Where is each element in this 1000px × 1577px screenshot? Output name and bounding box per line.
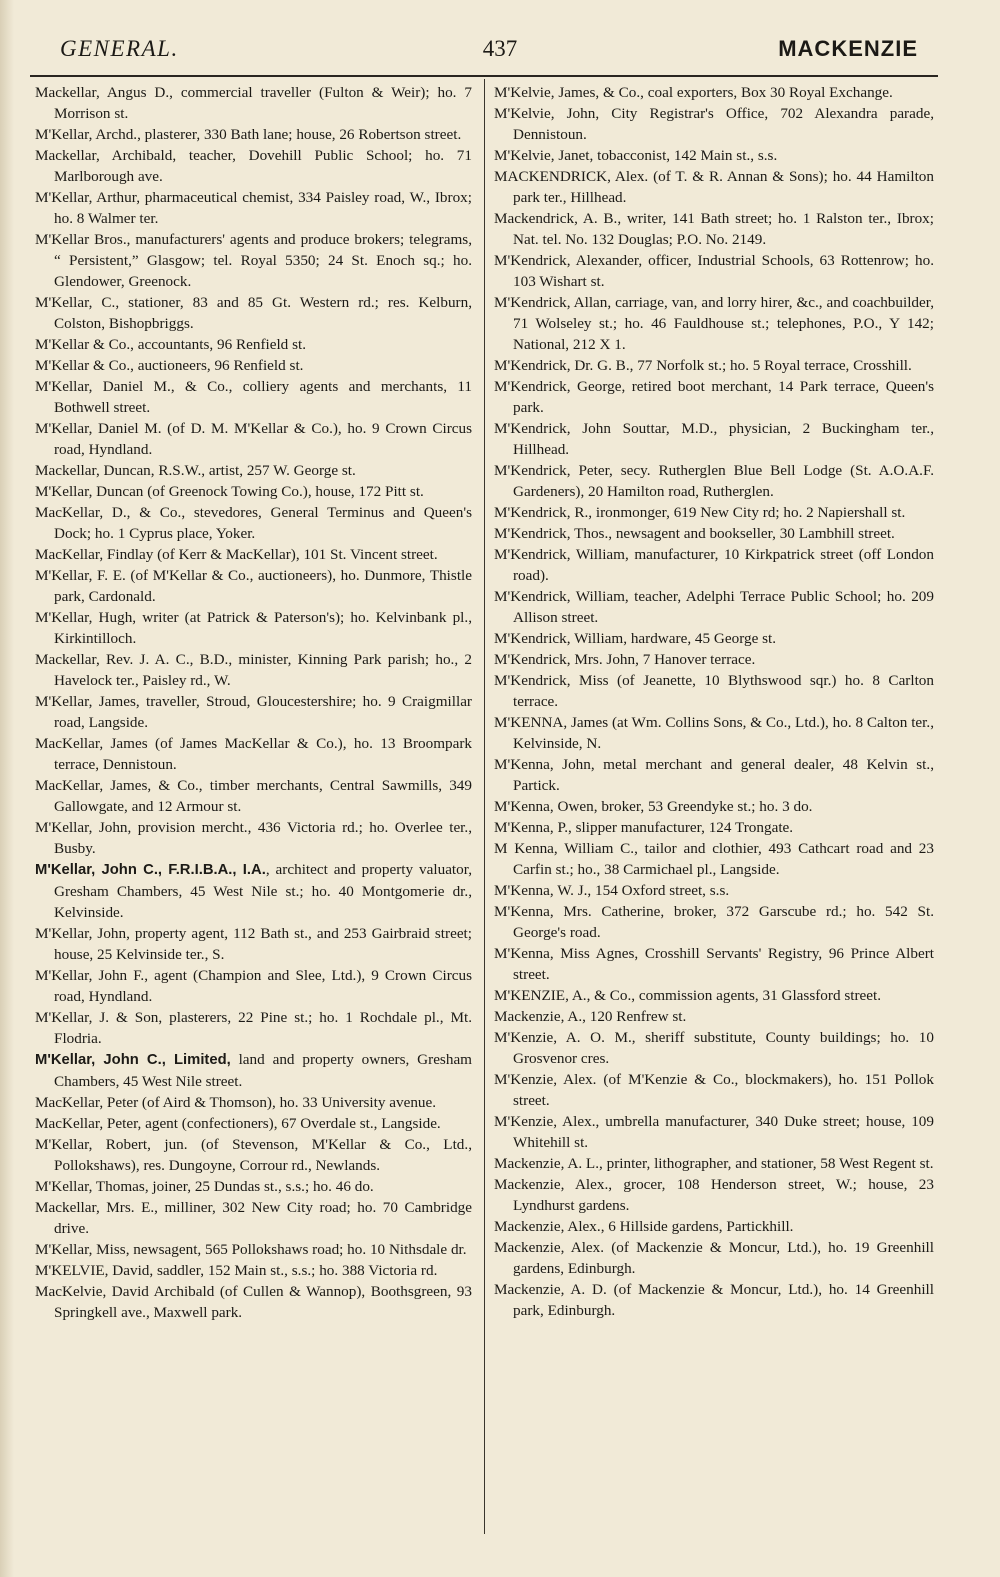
- entry-text: M'Kelvie, Janet, tobacconist, 142 Main st., s.s.: [494, 147, 778, 164]
- directory-entry: [494, 523, 934, 544]
- directory-entry: [35, 1239, 472, 1260]
- entry-text: M'Kendrick, Dr. G. B., 77 Norfolk st.; ho. 5 Royal terrace, Crosshill.: [494, 357, 912, 374]
- entry-text: MacKellar, D., & Co., stevedores, General Terminus and Queen's Dock; ho. 1 Cyprus place, Yoker.: [35, 504, 472, 542]
- entry-text: M'Kenna, Owen, broker, 53 Greendyke st.; ho. 3 do.: [494, 798, 813, 815]
- entry-text: MacKellar, Peter (of Aird & Thomson), ho. 33 University avenue.: [35, 1094, 437, 1111]
- directory-entry: [35, 544, 472, 565]
- directory-entry: [35, 691, 472, 733]
- directory-entry: [35, 1176, 472, 1197]
- column-divider: [484, 79, 485, 1534]
- directory-entry: [35, 334, 472, 355]
- directory-entry: [494, 712, 934, 754]
- directory-entry: [35, 607, 472, 649]
- directory-entry: [494, 880, 934, 901]
- entry-text: M'Kendrick, Miss (of Jeanette, 10 Blythswood sqr.) ho. 8 Carlton terrace.: [494, 672, 934, 710]
- directory-entry: [35, 1113, 472, 1134]
- entry-text: MacKelvie, David Archibald (of Cullen & Wannop), Boothsgreen, 93 Springkell ave., Maxwell park.: [35, 1283, 472, 1321]
- entry-text: M'Kenna, P., slipper manufacturer, 124 Trongate.: [494, 819, 794, 836]
- entry-bold-name: M'Kellar, John C., Limited,: [35, 1052, 231, 1068]
- directory-entry: [35, 859, 472, 923]
- directory-entry: [494, 670, 934, 712]
- directory-entry: [494, 418, 934, 460]
- entry-text: M'Kendrick, Mrs. John, 7 Hanover terrace.: [494, 651, 756, 668]
- directory-entry: [494, 901, 934, 943]
- entry-text: M'Kellar, Robert, jun. (of Stevenson, M'Kellar & Co., Ltd., Pollokshaws), res. Dungoyne, Corrour rd., Newlands.: [35, 1136, 472, 1174]
- directory-entry: [494, 250, 934, 292]
- entry-text: M'Kenna, Miss Agnes, Crosshill Servants' Registry, 96 Prince Albert street.: [494, 945, 934, 983]
- directory-entry: [494, 649, 934, 670]
- left-column: [35, 82, 472, 1323]
- entry-text: Mackellar, Duncan, R.S.W., artist, 257 W. George st.: [35, 462, 356, 479]
- running-head: MACKENZIE: [778, 36, 918, 61]
- entry-text: M'Kellar, Hugh, writer (at Patrick & Paterson's); ho. Kelvinbank pl., Kirkintilloch.: [35, 609, 472, 647]
- entry-text: M'KELVIE, David, saddler, 152 Main st., s.s.; ho. 388 Victoria rd.: [35, 1262, 438, 1279]
- entry-text: land and property owners, Gresham Chambers, 45 West Nile street.: [54, 1051, 472, 1090]
- page-binding-shadow: [0, 0, 14, 1577]
- directory-entry: [494, 1237, 934, 1279]
- entry-text: M'Kelvie, James, & Co., coal exporters, Box 30 Royal Exchange.: [494, 84, 893, 101]
- directory-entry: [494, 544, 934, 586]
- directory-entry: [35, 460, 472, 481]
- entry-text: MacKellar, James, & Co., timber merchants, Central Sawmills, 349 Gallowgate, and 12 Armour st.: [35, 777, 472, 815]
- entry-text: Mackendrick, A. B., writer, 141 Bath street; ho. 1 Ralston ter., Ibrox; Nat. tel. No. 132 Douglas; P.O. No. 2149.: [494, 210, 934, 248]
- entry-text: M'Kellar, Miss, newsagent, 565 Pollokshaws road; ho. 10 Nithsdale dr.: [35, 1241, 467, 1258]
- directory-entry: [494, 82, 934, 103]
- entry-text: M'Kellar, Daniel M. (of D. M. M'Kellar & Co.), ho. 9 Crown Circus road, Hyndland.: [35, 420, 472, 458]
- directory-entry: [494, 103, 934, 145]
- entry-text: M'Kenna, Mrs. Catherine, broker, 372 Garscube rd.; ho. 542 St. George's road.: [494, 903, 934, 941]
- entry-text: Mackenzie, Alex., grocer, 108 Henderson street, W.; house, 23 Lyndhurst gardens.: [494, 1176, 934, 1214]
- directory-entry: [494, 628, 934, 649]
- directory-entry: [35, 733, 472, 775]
- page-header: [60, 36, 918, 70]
- entry-text: M'Kellar & Co., auctioneers, 96 Renfield st.: [35, 357, 304, 374]
- entry-text: M'Kellar, John F., agent (Champion and Slee, Ltd.), 9 Crown Circus road, Hyndland.: [35, 967, 472, 1005]
- directory-entry: [494, 754, 934, 796]
- directory-entry: [494, 502, 934, 523]
- entry-text: M'Kendrick, Thos., newsagent and bookseller, 30 Lambhill street.: [494, 525, 895, 542]
- directory-entry: [494, 145, 934, 166]
- directory-entry: [35, 187, 472, 229]
- entry-text: MacKellar, Findlay (of Kerr & MacKellar), 101 St. Vincent street.: [35, 546, 438, 563]
- entry-text: M'Kenna, W. J., 154 Oxford street, s.s.: [494, 882, 730, 899]
- directory-entry: [494, 985, 934, 1006]
- entry-text: MACKENDRICK, Alex. (of T. & R. Annan & Sons); ho. 44 Hamilton park ter., Hillhead.: [494, 168, 934, 206]
- entry-text: M'KENNA, James (at Wm. Collins Sons, & Co., Ltd.), ho. 8 Calton ter., Kelvinside, N.: [494, 714, 934, 752]
- directory-entry: [35, 1134, 472, 1176]
- directory-entry: [494, 208, 934, 250]
- entry-text: M'Kendrick, R., ironmonger, 619 New City rd; ho. 2 Napiershall st.: [494, 504, 906, 521]
- directory-entry: [494, 460, 934, 502]
- entry-text: Mackenzie, A., 120 Renfrew st.: [494, 1008, 687, 1025]
- entry-text: M'Kenzie, Alex. (of M'Kenzie & Co., blockmakers), ho. 151 Pollok street.: [494, 1071, 934, 1109]
- page-number: 437: [482, 36, 518, 61]
- entry-text: M'Kendrick, William, teacher, Adelphi Terrace Public School; ho. 209 Allison street.: [494, 588, 934, 626]
- directory-entry: [494, 817, 934, 838]
- right-column: [494, 82, 934, 1321]
- entry-text: M'Kendrick, William, hardware, 45 George st.: [494, 630, 777, 647]
- entry-text: M'Kellar, Daniel M., & Co., colliery agents and merchants, 11 Bothwell street.: [35, 378, 472, 416]
- directory-entry: [35, 1049, 472, 1092]
- directory-entry: [35, 355, 472, 376]
- directory-entry: [35, 481, 472, 502]
- entry-text: M'Kellar, F. E. (of M'Kellar & Co., auctioneers), ho. Dunmore, Thistle park, Cardonald.: [35, 567, 472, 605]
- directory-entry: [494, 1069, 934, 1111]
- entry-text: M'Kellar, C., stationer, 83 and 85 Gt. Western rd.; res. Kelburn, Colston, Bishopbriggs.: [35, 294, 472, 332]
- entry-text: M'Kellar, John, provision mercht., 436 Victoria rd.; ho. Overlee ter., Busby.: [35, 819, 472, 857]
- directory-entry: [35, 1092, 472, 1113]
- entry-text: M'Kendrick, Peter, secy. Rutherglen Blue Bell Lodge (St. A.O.A.F. Gardeners), 20 Hamilton road, Rutherglen.: [494, 462, 934, 500]
- directory-entry: [35, 124, 472, 145]
- entry-text: M'Kendrick, Alexander, officer, Industrial Schools, 63 Rottenrow; ho. 103 Wishart st.: [494, 252, 934, 290]
- entry-text: Mackellar, Archibald, teacher, Dovehill Public School; ho. 71 Marlborough ave.: [35, 147, 472, 185]
- directory-entry: [35, 965, 472, 1007]
- entry-text: M'Kellar, John, property agent, 112 Bath st., and 253 Gairbraid street; house, 25 Kelvinside ter., S.: [35, 925, 472, 963]
- directory-entry: [494, 796, 934, 817]
- entry-text: M'Kelvie, John, City Registrar's Office, 702 Alexandra parade, Dennistoun.: [494, 105, 934, 143]
- entry-text: M'Kellar, J. & Son, plasterers, 22 Pine st.; ho. 1 Rochdale pl., Mt. Flodria.: [35, 1009, 472, 1047]
- directory-entry: [35, 229, 472, 292]
- entry-text: M'Kellar, Archd., plasterer, 330 Bath lane; house, 26 Robertson street.: [35, 126, 462, 143]
- entry-text: Mackellar, Mrs. E., milliner, 302 New City road; ho. 70 Cambridge drive.: [35, 1199, 472, 1237]
- entry-text: , architect and property valuator, Gresham Chambers, 45 West Nile st.; ho. 40 Montgomerie dr., Kelvinside.: [54, 861, 472, 921]
- directory-entry: [35, 1260, 472, 1281]
- entry-text: M'Kendrick, William, manufacturer, 10 Kirkpatrick street (off London road).: [494, 546, 934, 584]
- directory-entry: [35, 565, 472, 607]
- entry-text: Mackenzie, A. D. (of Mackenzie & Moncur, Ltd.), ho. 14 Greenhill park, Edinburgh.: [494, 1281, 934, 1319]
- entry-text: M'Kellar, Duncan (of Greenock Towing Co.), house, 172 Pitt st.: [35, 483, 424, 500]
- directory-entry: [35, 923, 472, 965]
- directory-entry: [494, 1027, 934, 1069]
- entry-text: Mackenzie, Alex. (of Mackenzie & Moncur, Ltd.), ho. 19 Greenhill gardens, Edinburgh.: [494, 1239, 934, 1277]
- entry-text: M'Kendrick, Allan, carriage, van, and lorry hirer, &c., and coachbuilder, 71 Wolseley st.; ho. 46 Fauldhouse st.; telephones, P.O., Y 142; National, 212 X 1.: [494, 294, 934, 353]
- directory-entry: [35, 1281, 472, 1323]
- directory-entry: [35, 418, 472, 460]
- entry-text: MacKellar, Peter, agent (confectioners), 67 Overdale st., Langside.: [35, 1115, 441, 1132]
- entry-text: Mackellar, Rev. J. A. C., B.D., minister, Kinning Park parish; ho., 2 Havelock ter., Paisley rd., W.: [35, 651, 472, 689]
- entry-text: M'Kenzie, A. O. M., sheriff substitute, County buildings; ho. 10 Grosvenor cres.: [494, 1029, 934, 1067]
- entry-text: M'Kellar, Thomas, joiner, 25 Dundas st., s.s.; ho. 46 do.: [35, 1178, 374, 1195]
- entry-text: M'Kenna, John, metal merchant and general dealer, 48 Kelvin st., Partick.: [494, 756, 934, 794]
- directory-entry: [494, 166, 934, 208]
- entry-text: M'Kendrick, George, retired boot merchant, 14 Park terrace, Queen's park.: [494, 378, 934, 416]
- entry-text: Mackellar, Angus D., commercial traveller (Fulton & Weir); ho. 7 Morrison st.: [35, 84, 472, 122]
- directory-entry: [35, 82, 472, 124]
- entry-text: Mackenzie, Alex., 6 Hillside gardens, Partickhill.: [494, 1218, 794, 1235]
- directory-entry: [35, 145, 472, 187]
- directory-entry: [35, 817, 472, 859]
- entry-text: M'Kendrick, John Souttar, M.D., physician, 2 Buckingham ter., Hillhead.: [494, 420, 934, 458]
- entry-text: M'KENZIE, A., & Co., commission agents, 31 Glassford street.: [494, 987, 882, 1004]
- directory-entry: [494, 355, 934, 376]
- section-title: GENERAL.: [60, 36, 179, 61]
- entry-text: M'Kellar Bros., manufacturers' agents and produce brokers; telegrams, “ Persistent,” Glasgow; tel. Royal 5350; 24 St. Enoch sq.; ho. Glendower, Greenock.: [35, 231, 472, 290]
- entry-text: M'Kellar, Arthur, pharmaceutical chemist, 334 Paisley road, W., Ibrox; ho. 8 Walmer ter.: [35, 189, 472, 227]
- directory-entry: [35, 1197, 472, 1239]
- directory-entry: [35, 502, 472, 544]
- directory-entry: [35, 292, 472, 334]
- directory-entry: [494, 838, 934, 880]
- directory-entry: [494, 1279, 934, 1321]
- entry-text: M'Kenzie, Alex., umbrella manufacturer, 340 Duke street; house, 109 Whitehill st.: [494, 1113, 934, 1151]
- header-rule: [30, 75, 938, 77]
- directory-entry: [35, 376, 472, 418]
- directory-entry: [494, 1006, 934, 1027]
- directory-entry: [494, 943, 934, 985]
- entry-text: MacKellar, James (of James MacKellar & Co.), ho. 13 Broompark terrace, Dennistoun.: [35, 735, 472, 773]
- entry-text: M'Kellar & Co., accountants, 96 Renfield st.: [35, 336, 306, 353]
- directory-entry: [494, 1216, 934, 1237]
- entry-text: Mackenzie, A. L., printer, lithographer, and stationer, 58 West Regent st.: [494, 1155, 934, 1172]
- directory-entry: [494, 292, 934, 355]
- directory-entry: [494, 376, 934, 418]
- entry-text: M Kenna, William C., tailor and clothier, 493 Cathcart road and 23 Carfin st.; ho., 38 Carmichael pl., Langside.: [494, 840, 934, 878]
- entry-text: M'Kellar, James, traveller, Stroud, Gloucestershire; ho. 9 Craigmillar road, Langside.: [35, 693, 472, 731]
- entry-bold-name: M'Kellar, John C., F.R.I.B.A., I.A.: [35, 862, 266, 878]
- directory-entry: [494, 1174, 934, 1216]
- directory-entry: [35, 649, 472, 691]
- directory-entry: [35, 1007, 472, 1049]
- directory-entry: [494, 586, 934, 628]
- directory-entry: [494, 1153, 934, 1174]
- directory-entry: [494, 1111, 934, 1153]
- directory-entry: [35, 775, 472, 817]
